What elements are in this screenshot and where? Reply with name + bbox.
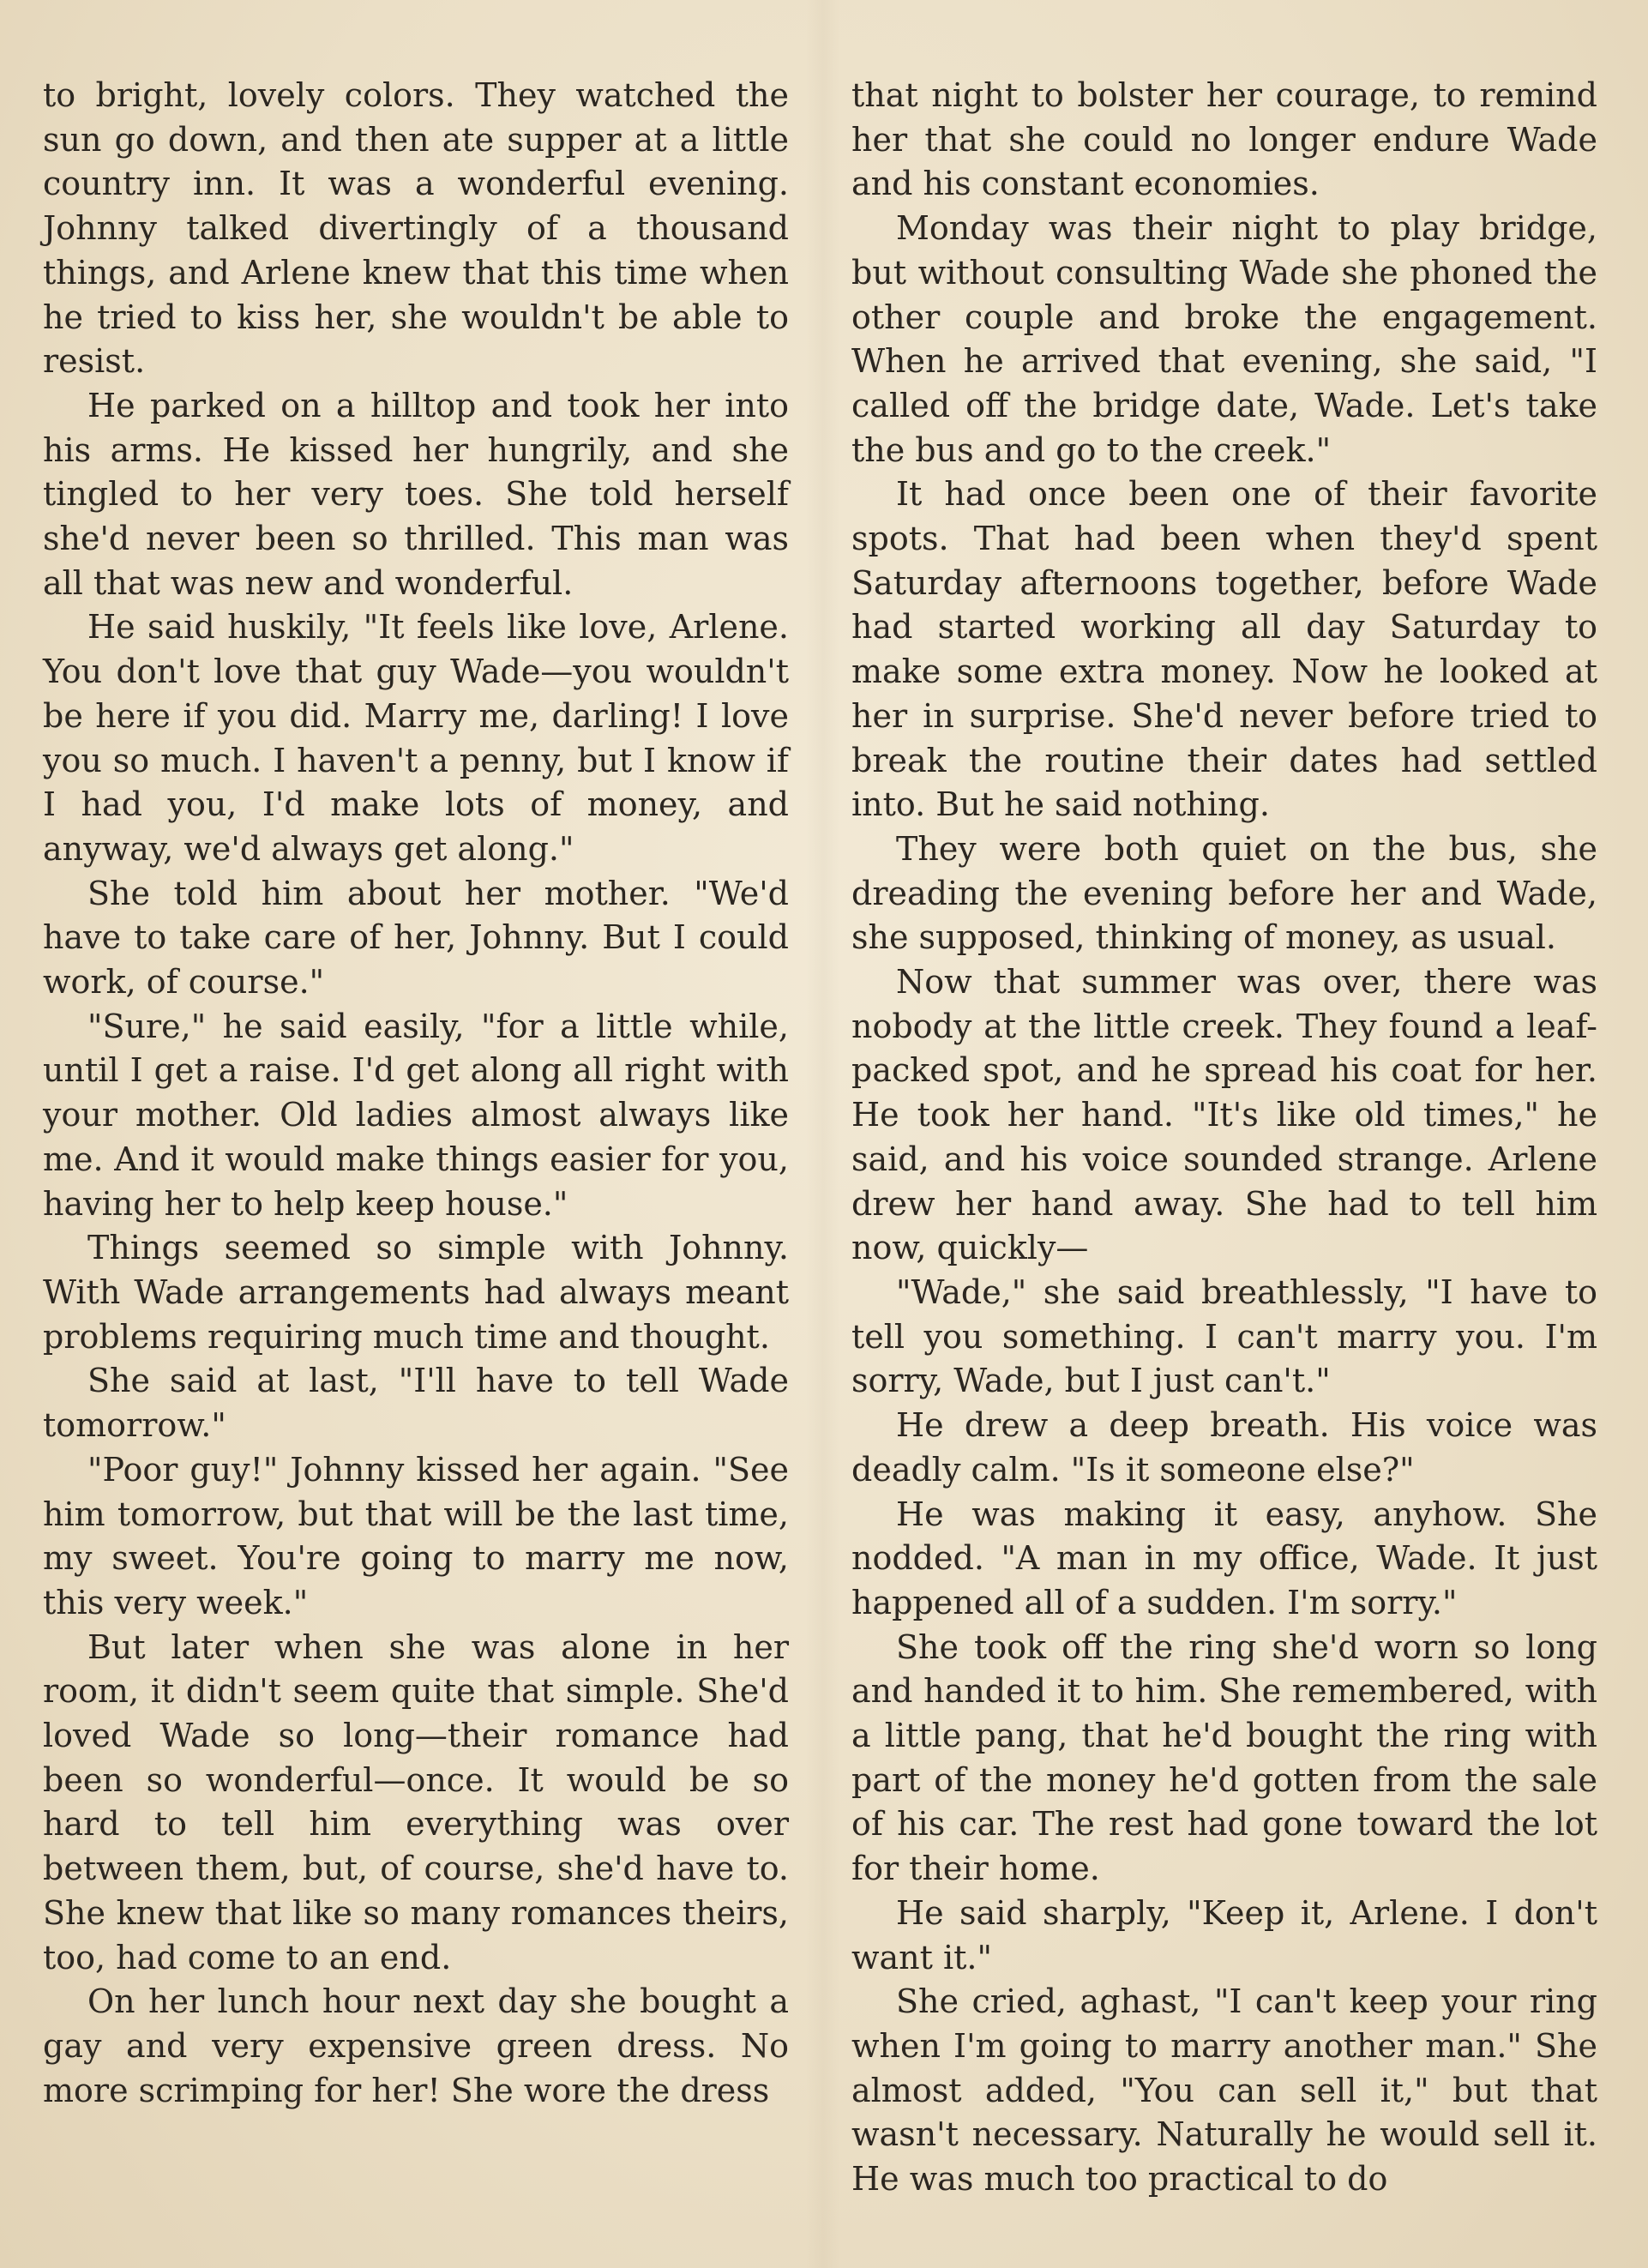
paragraph: He said sharply, "Keep it, Arlene. I don't want it."	[851, 1893, 1597, 1976]
paragraph: He said huskily, "It feels like love, Arlene. You don't love that guy Wade—you wouldn't be here if you did. Marry me, darling! I love you so much. I haven't a penny, but I know if I had you, I'd make lots of money, and anyway, we'd always get along."	[43, 608, 789, 868]
paragraph: Things seemed so simple with Johnny. With Wade arrangements had always meant problems requiring much time and thought.	[43, 1229, 789, 1356]
paragraph: On her lunch hour next day she bought a gay and very expensive green dress. No more scrimping for her! She wore the dress	[43, 1982, 789, 2109]
right-text-column	[851, 74, 1597, 2202]
paragraph: He drew a deep breath. His voice was deadly calm. "Is it someone else?"	[851, 1406, 1597, 1489]
paragraph: They were both quiet on the bus, she dreading the evening before her and Wade, she supposed, thinking of money, as usual.	[851, 829, 1597, 957]
paragraph: She said at last, "I'll have to tell Wade tomorrow."	[43, 1362, 789, 1445]
paragraph: She told him about her mother. "We'd have to take care of her, Johnny. But I could work, of course."	[43, 874, 789, 1002]
paragraph: that night to bolster her courage, to remind her that she could no longer endure Wade and his constant economies.	[851, 76, 1597, 203]
paragraph: But later when she was alone in her room, it didn't seem quite that simple. She'd loved Wade so long—their romance had been so wonderful—once. It would be so hard to tell him everything was over between them, but, of course, she'd have to. She knew that like so many romances theirs, too, had come to an end.	[43, 1627, 789, 1976]
paragraph: "Wade," she said breathlessly, "I have to tell you something. I can't marry you. I'm sorry, Wade, but I just can't."	[851, 1272, 1597, 1400]
paragraph: He parked on a hilltop and took her into his arms. He kissed her hungrily, and she tingled to her very toes. She told herself she'd never been so thrilled. This man was all that was new and wonderful.	[43, 386, 789, 602]
paragraph: to bright, lovely colors. They watched the sun go down, and then ate supper at a little country inn. It was a wonderful evening. Johnny talked divertingly of a thousand things, and Arlene knew that this time when he tried to kiss her, she wouldn't be able to resist.	[43, 76, 789, 381]
paragraph: She cried, aghast, "I can't keep your ring when I'm going to marry another man." She almost added, "You can sell it," but that wasn't necessary. Naturally he would sell it. He was much too practical to do	[851, 1982, 1597, 2199]
paragraph: Now that summer was over, there was nobody at the little creek. They found a leaf-packed spot, and he spread his coat for her. He took her hand. "It's like old times," he said, and his voice sounded strange. Arlene drew her hand away. She had to tell him now, quickly—	[851, 963, 1597, 1267]
paragraph: Monday was their night to play bridge, but without consulting Wade she phoned the other couple and broke the engagement. When he arrived that evening, she said, "I called off the bridge date, Wade. Let's take the bus and go to the creek."	[851, 209, 1597, 469]
paragraph: She took off the ring she'd worn so long and handed it to him. She remembered, with a little pang, that he'd bought the ring with part of the money he'd gotten from the sale of his car. The rest had gone toward the lot for their home.	[851, 1627, 1597, 1888]
page-gutter	[806, 0, 840, 2268]
left-text-column	[43, 74, 789, 2113]
paragraph: He was making it easy, anyhow. She nodded. "A man in my office, Wade. It just happened all of a sudden. I'm sorry."	[851, 1495, 1597, 1621]
paragraph: It had once been one of their favorite spots. That had been when they'd spent Saturday afternoons together, before Wade had started working all day Saturday to make some extra money. Now he looked at her in surprise. She'd never before tried to break the routine their dates had settled into. But he said nothing.	[851, 475, 1597, 824]
paragraph: "Sure," he said easily, "for a little while, until I get a raise. I'd get along all right with your mother. Old ladies almost always like me. And it would make things easier for you, having her to help keep house."	[43, 1007, 789, 1223]
paragraph: "Poor guy!" Johnny kissed her again. "See him tomorrow, but that will be the last time, my sweet. You're going to marry me now, this very week."	[43, 1450, 789, 1621]
